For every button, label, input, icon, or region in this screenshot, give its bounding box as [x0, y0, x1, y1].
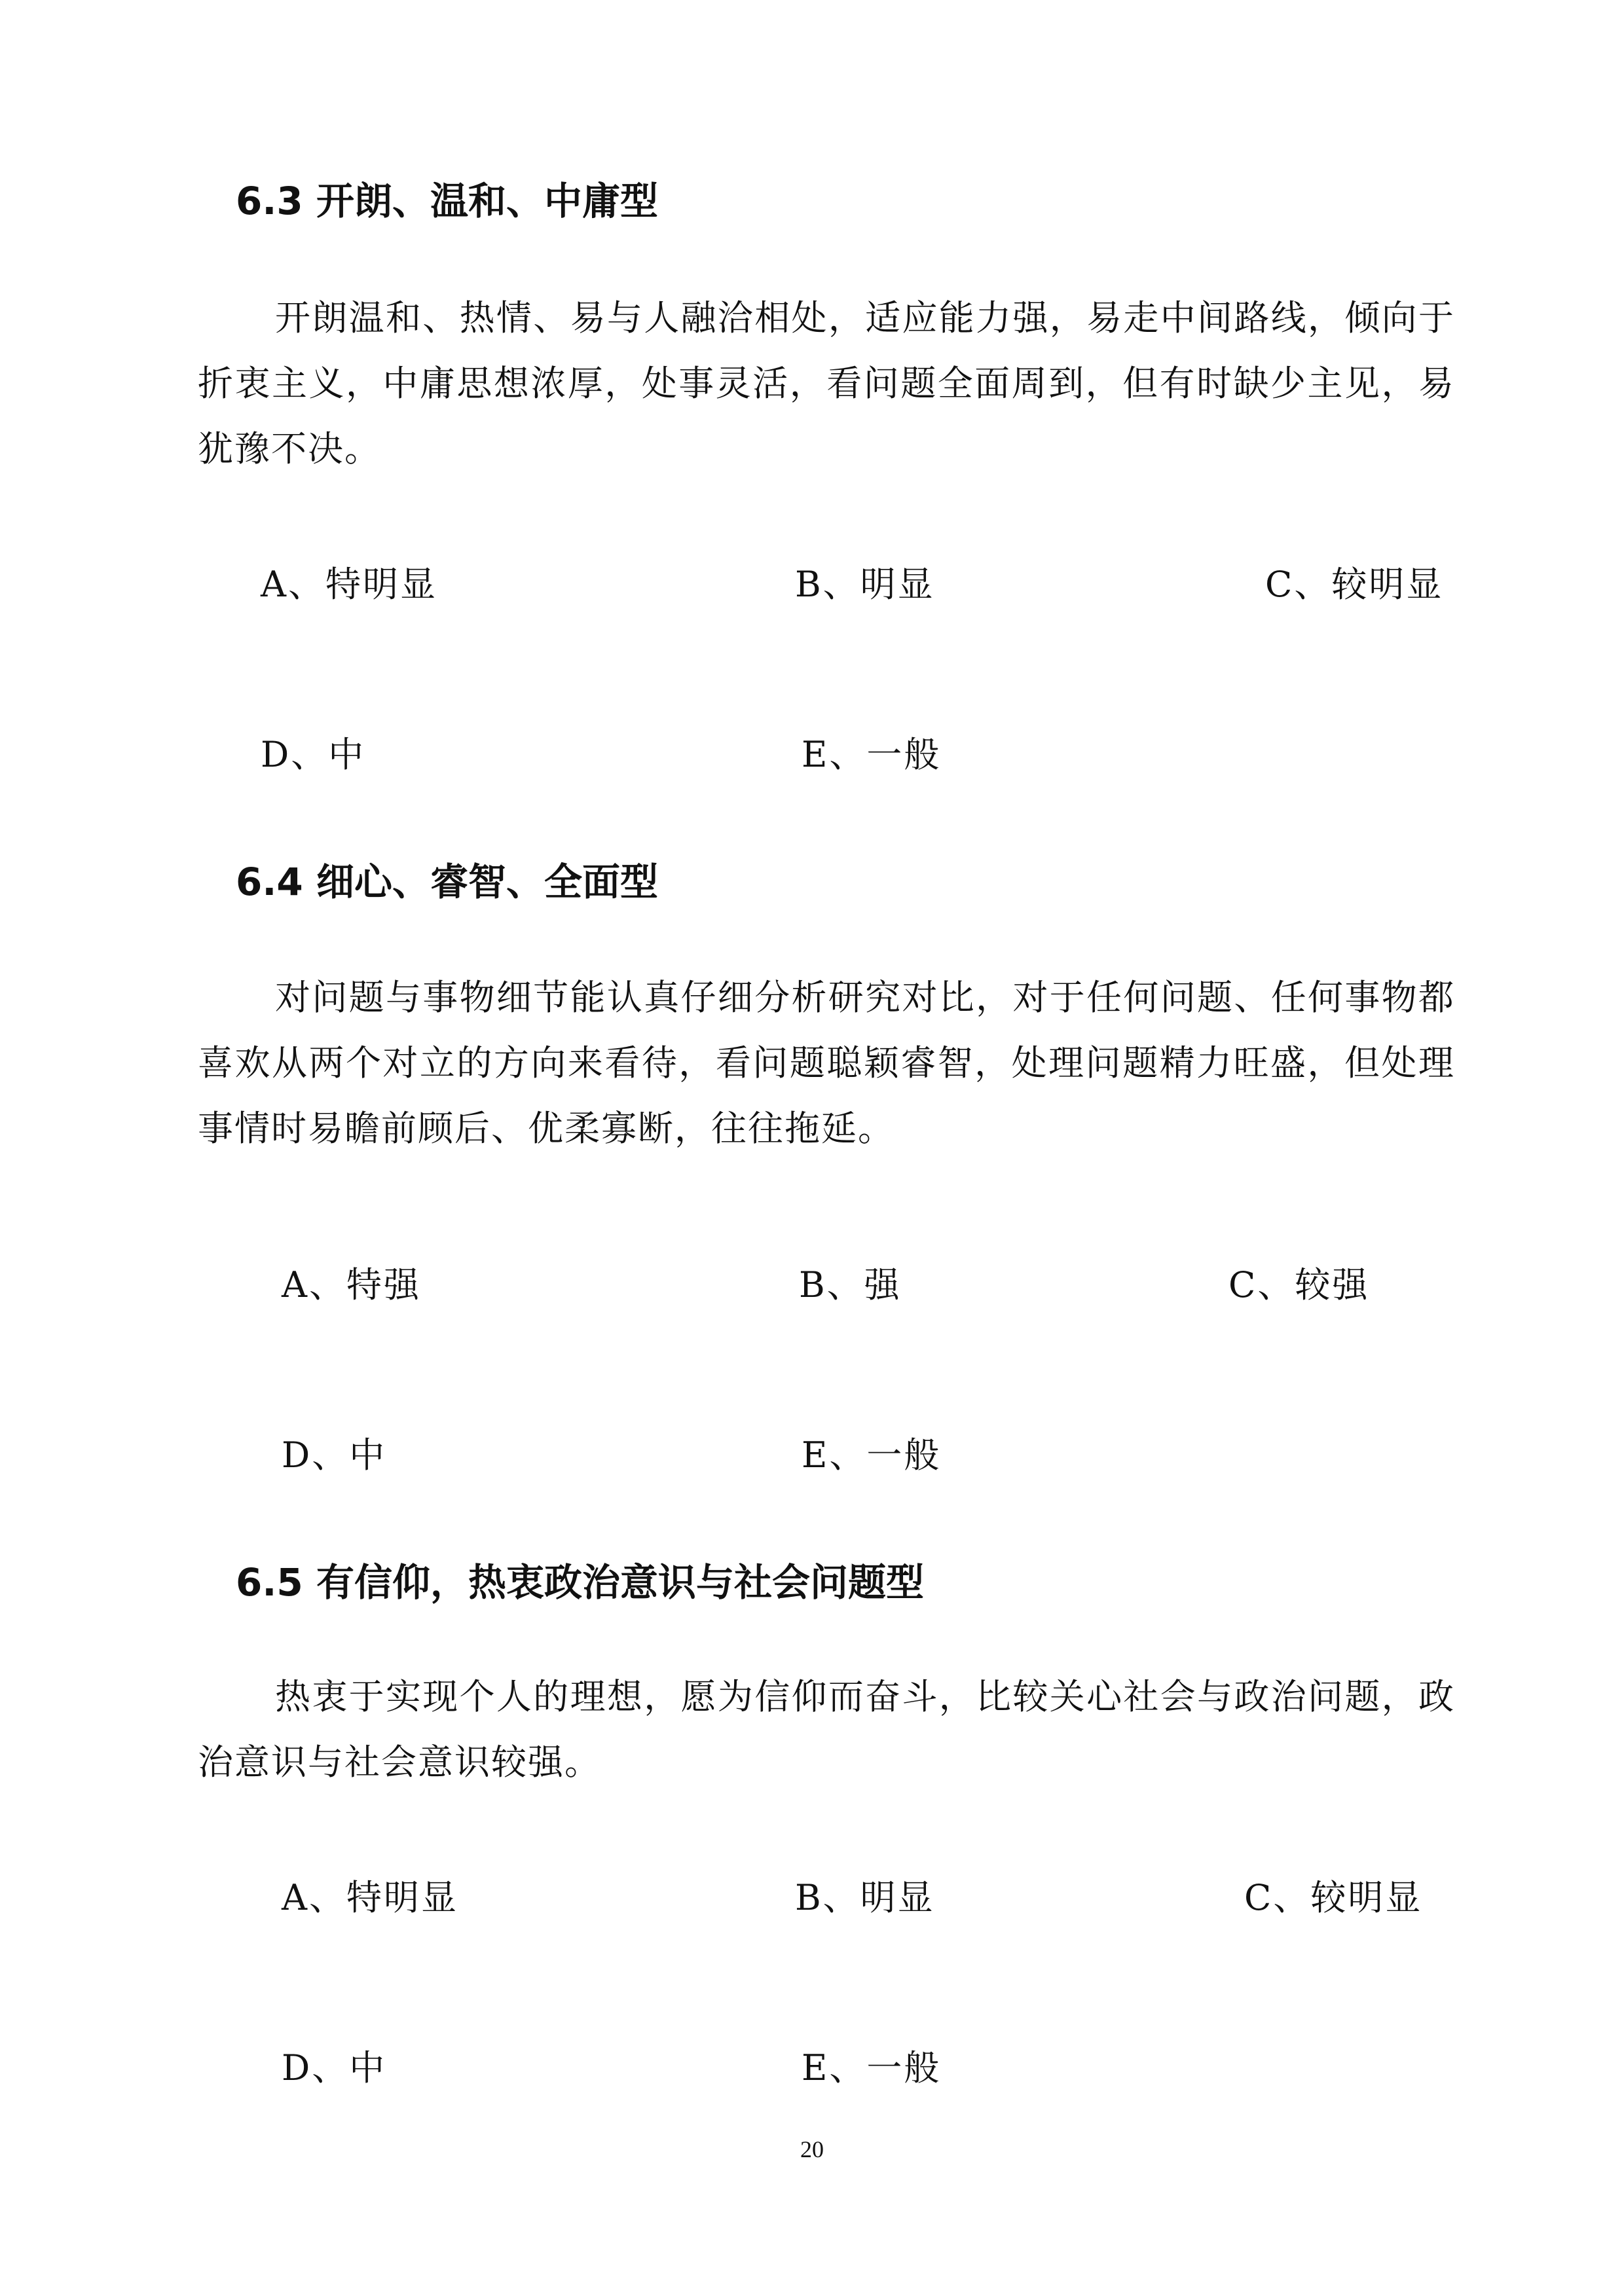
option-e: E、一般 — [802, 1434, 942, 1476]
option-b: B、明显 — [795, 564, 935, 605]
page-number: 20 — [800, 2136, 824, 2162]
option-b: B、明显 — [795, 1877, 935, 1918]
option-a: A、特强 — [282, 1264, 421, 1305]
section-heading: 6.3 开朗、温和、中庸型 — [236, 179, 658, 223]
option-c: C、较明显 — [1244, 1877, 1423, 1918]
option-b: B、强 — [799, 1264, 902, 1305]
section-paragraph: 开朗温和、热情、易与人融洽相处，适应能力强，易走中间路线，倾向于折衷主义，中庸思想浓厚，处事灵活，看问题全面周到，但有时缺少主见，易犹豫不决。 — [198, 297, 1455, 469]
option-e: E、一般 — [802, 2047, 942, 2088]
option-c: C、较强 — [1228, 1264, 1370, 1305]
option-a: A、特明显 — [282, 1877, 458, 1918]
section-heading: 6.5 有信仰，热衷政治意识与社会问题型 — [236, 1560, 924, 1605]
section-heading: 6.4 细心、睿智、全面型 — [236, 860, 658, 904]
section-paragraph: 热衷于实现个人的理想，愿为信仰而奋斗，比较关心社会与政治问题，政治意识与社会意识较强。 — [198, 1676, 1455, 1783]
option-e: E、一般 — [802, 734, 942, 775]
option-d: D、中 — [282, 2047, 387, 2088]
option-a: A、特明显 — [261, 564, 437, 605]
option-d: D、中 — [282, 1434, 387, 1476]
section-paragraph: 对问题与事物细节能认真仔细分析研究对比，对于任何问题、任何事物都喜欢从两个对立的方向来看待，看问题聪颖睿智，处理问题精力旺盛，但处理事情时易瞻前顾后、优柔寡断，往往拖延。 — [198, 977, 1455, 1149]
option-d: D、中 — [261, 734, 366, 775]
option-c: C、较明显 — [1265, 564, 1444, 605]
